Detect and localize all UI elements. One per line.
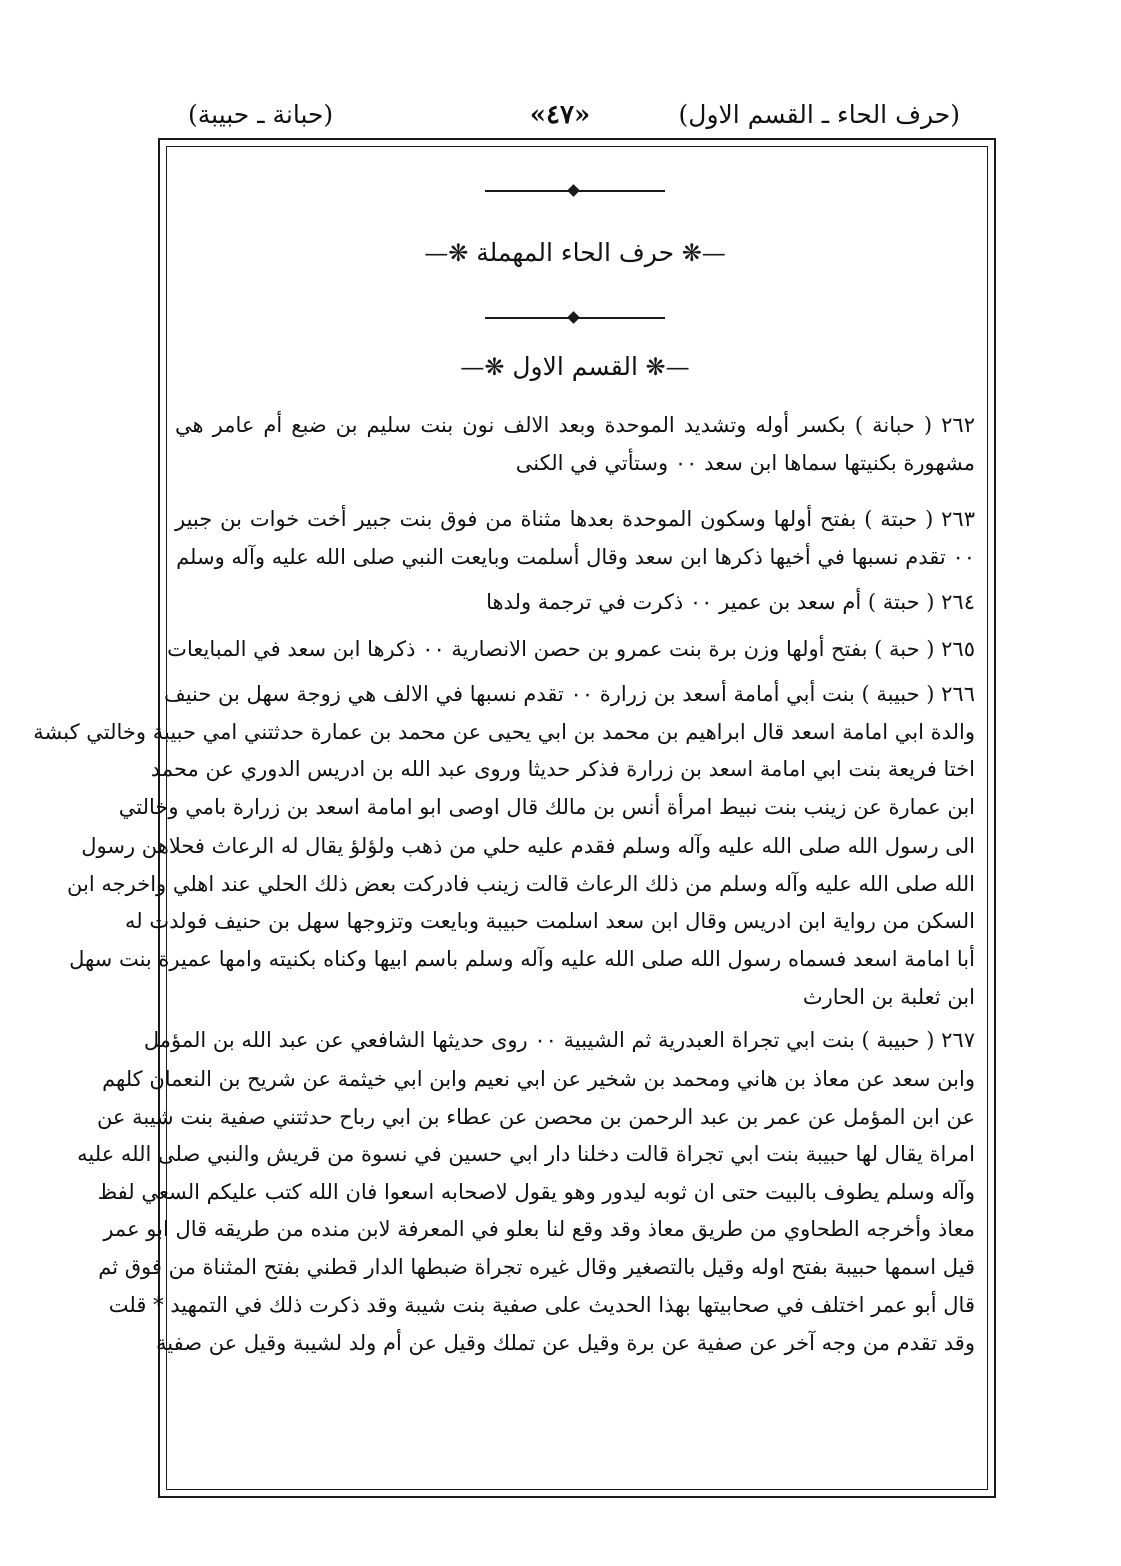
separator-rule — [485, 313, 665, 323]
ornament-icon: ❋— — [424, 239, 469, 267]
text-line: ٢٦٢ ( حبانة ) بكسر أوله وتشديد الموحدة وبعد الالف نون بنت سليم بن ضبع أم عامر هي — [175, 413, 975, 437]
letter-heading-text: حرف الحاء المهملة — [476, 238, 675, 267]
ornament-icon: —❋ — [637, 353, 690, 381]
text-line: وآله وسلم يطوف بالبيت حتى ان ثوبه ليدور وهو يقول لاصحابه اسعوا فان الله كتب عليكم السعي لفظ — [97, 1180, 975, 1204]
text-line: ٠٠ تقدم نسبها في أخيها ذكرها ابن سعد وقال أسلمت وبايعت النبي صلى الله عليه وآله وسلم — [176, 545, 975, 569]
header-entries-range: (حبانة ـ حبيبة) — [188, 100, 334, 129]
separator-rule — [485, 186, 665, 196]
text-line: وابن سعد عن معاذ بن هاني ومحمد بن شخير عن ابي نعيم وابن ابي خيثمة عن شريح بن النعمان كلهم — [102, 1067, 975, 1091]
header-chapter: (حرف الحاء ـ القسم الاول) — [678, 100, 960, 129]
text-line: ابن عمارة عن زينب بنت نبيط امرأة أنس بن مالك قال اوصى ابو امامة اسعد بن زرارة بامي وخالتي — [118, 795, 975, 819]
ornament-icon: —❋ — [674, 239, 726, 267]
section-heading — [460, 352, 689, 381]
text-line: عن ابن المؤمل عن عمر بن عبد الرحمن بن محصن عن عطاء بن ابي رباح حدثتني صفية بنت شيبة عن — [96, 1105, 975, 1129]
text-line: ٢٦٧ ( حبيبة ) بنت ابي تجراة العبدرية ثم الشيبية ٠٠ روى حديثها الشافعي عن عبد الله بن المؤمل — [143, 1028, 975, 1052]
ornament-icon: ❋— — [460, 353, 505, 381]
letter-heading — [424, 238, 726, 267]
text-line: الله صلى الله عليه وآله وسلم من ذلك الرعاث قالت زينب فادركت بعض ذلك الحلي عند اهلي واخرجه ابن — [67, 872, 975, 896]
text-line: مشهورة بكنيتها سماها ابن سعد ٠٠ وستأتي في الكنى — [515, 451, 975, 475]
text-line: ٢٦٤ ( حبتة ) أم سعد بن عمير ٠٠ ذكرت في ترجمة ولدها — [486, 590, 975, 614]
text-line: الى رسول الله صلى الله عليه وآله وسلم فقدم عليه حلي من ذهب ولؤلؤ يقال له الرعاث فحلاهن رسول — [81, 834, 975, 858]
text-line: ٢٦٣ ( حبتة ) بفتح أولها وسكون الموحدة بعدها مثناة من فوق بنت جبير أخت خوات بن جبير — [175, 507, 975, 531]
text-line: أبا امامة اسعد فسماه رسول الله صلى الله عليه وآله وسلم باسم ابيها وكناه بكنيته وامها عميرة بنت سهل — [69, 947, 975, 971]
text-line: اختا فريعة بنت ابي امامة اسعد بن زرارة فذكر حديثا وروى عبد الله بن ادريس الدوري عن محمد — [150, 757, 975, 781]
text-line: قال أبو عمر اختلف في صحابيتها بهذا الحديث على صفية بنت شيبة وقد ذكرت ذلك في التمهيد * قلت — [108, 1293, 975, 1317]
section-heading-text: القسم الاول — [512, 352, 638, 381]
text-line: والدة ابي امامة اسعد قال ابراهيم بن محمد بن ابي يحيى عن محمد بن عمارة حدثتني امي حبيبة وخالتي كبشة — [33, 720, 975, 744]
text-line: معاذ وأخرجه الطحاوي من طريق معاذ وقد وقع لنا بعلو في المعرفة لابن منده من طريقه قال ابو عمر — [103, 1217, 975, 1241]
text-line: امراة يقال لها حبيبة بنت ابي تجراة قالت دخلنا دار ابي حسين في نسوة من قريش والنبي صلى الله عليه — [77, 1142, 975, 1166]
text-line: ٢٦٥ ( حبة ) بفتح أولها وزن برة بنت عمرو بن حصن الانصارية ٠٠ ذكرها ابن سعد في المبايعات — [167, 637, 975, 661]
text-line: قيل اسمها حبيبة بفتح اوله وقيل بالتصغير وقال غيره تجراة ضبطها الدار قطني بفتح المثناة من فوق ثم — [98, 1255, 975, 1279]
text-line: وقد تقدم من وجه آخر عن صفية عن برة وقيل عن تملك وقيل عن أم ولد لشيبة وقيل عن صفية — [155, 1331, 975, 1355]
page-content — [33, 160, 975, 1470]
page-number: «٤٧» — [529, 100, 591, 130]
text-line: السكن من رواية ابن ادريس وقال ابن سعد اسلمت حبيبة وبايعت وتزوجها سهل بن حنيف فولدت له — [125, 909, 975, 933]
text-line: ٢٦٦ ( حبيبة ) بنت أبي أمامة أسعد بن زرارة ٠٠ تقدم نسبها في الالف هي زوجة سهل بن حنيف — [163, 682, 975, 706]
text-line: ابن ثعلبة بن الحارث — [802, 985, 975, 1009]
